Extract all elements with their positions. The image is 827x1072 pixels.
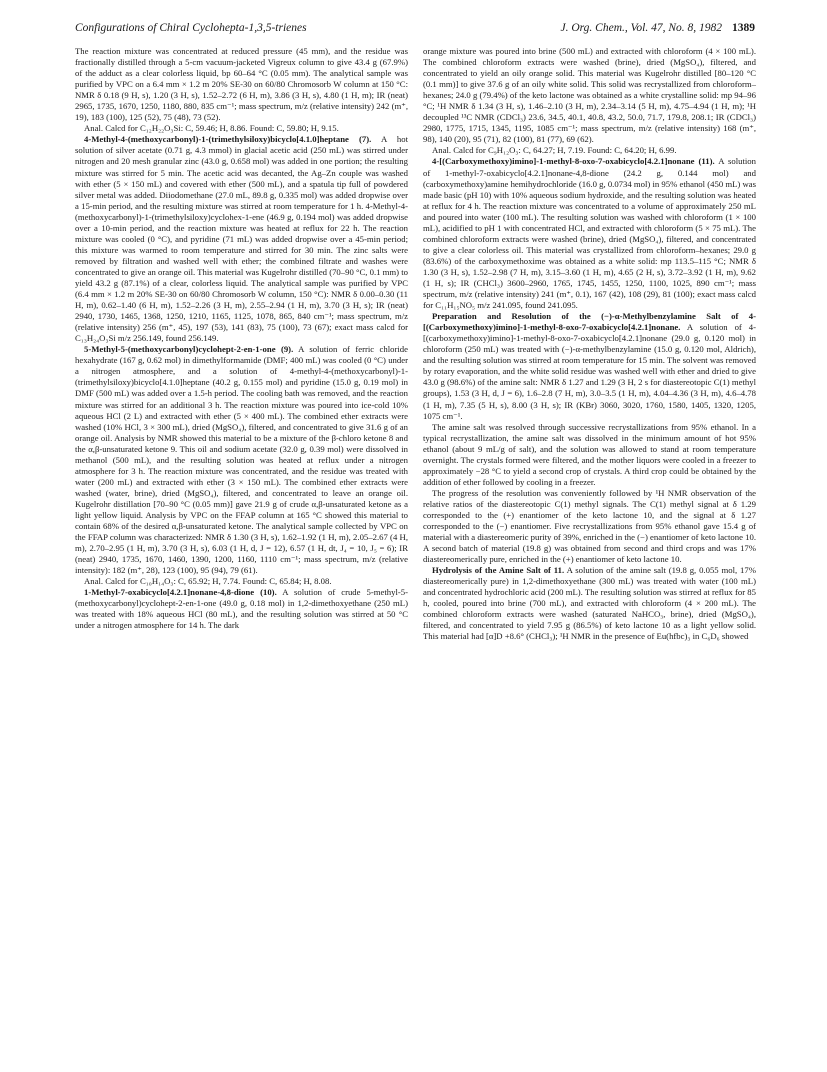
paragraph-text: Anal. Calcd for C₁₀H₁₄O₃: C, 65.92; H, 7.74. Found: C, 65.84; H, 8.08. xyxy=(84,576,332,587)
paragraph-text: The amine salt was resolved through successive recrystallizations from 95% ethanol. In a typical recrystallization, the amine salt was dissolved in the minimum amount of hot 95% ethanol (about 9 mL/g of salt), and the solution was allowed to stand at room temperature overnight. The crystals formed were filtered, and the mother liquors were cooled in a freezer to approximately −28 °C to yield a second crop of crystals. A third crop could be obtained by the addition of ether followed by cooling in a freezer. xyxy=(423,421,756,487)
paragraph-text: A solution of the amine salt (19.8 g, 0.055 mol, 17% diastereomerically pure) in 1,2-dimethoxyethane (300 mL) was treated with water (100 mL) and concentrated hydrochloric acid (200 mL). The resulting solution was stirred at reflux for 85 h, cooled, poured into brine (700 mL), and extracted with chloroform (4 × 200 mL). The combined chloroform extracts were washed (saturated NaHCO₃, brine), dried (MgSO₄), filtered, and concentrated to yield 7.95 g (86.5%) of keto lactone 10 as a light yellow solid. This material had [α]D +8.6° (CHCl₃); ¹H NMR in the presence of Eu(hfbc)₃ in C₆D₆ showed xyxy=(423,565,756,642)
paragraph-text: orange mixture was poured into brine (500 mL) and extracted with chloroform (4 × 100 mL). The combined chloroform extracts were washed (brine), dried (MgSO₄), filtered, and concentrated to yield an oily orange solid. This material was Kugelrohr distilled [80–120 °C (0.1 mm)] to give 37.6 g of an oily white solid. This solid was recrystallized from chloroform–hexanes; 24.0 g (79.4%) of the keto lactone was obtained as a white crystalline solid: mp 94–96 °C; ¹H NMR δ 1.34 (3 H, s), 1.46–2.10 (3 H, m), 2.34–3.14 (5 H, m), 4.75–4.94 (1 H, m); ¹H decoupled ¹³C NMR (CDCl₃) 23.6, 34.5, 40.1, 40.8, 43.2, 50.0, 71.7, 179.8, 208.1; IR (CDCl₃) 2980, 1775, 1715, 1345, 1195, 1085 cm⁻¹; mass spectrum, m/z (relative intensity) 168 (m⁺, 98), 140 (20), 95 (71), 82 (100), 81 (77), 69 (62). xyxy=(423,46,756,145)
section-heading: 4-Methyl-4-(methoxycarbonyl)-1-(trimethylsiloxy)bicyclo[4.1.0]heptane (7). xyxy=(84,134,372,145)
running-title: Configurations of Chiral Cyclohepta-1,3,5-trienes xyxy=(75,22,307,34)
paragraph-text: A solution of ferric chloride hexahydrate (167 g, 0.62 mol) in dimethylformamide (DMF; 400 mL) was cooled (0 °C) under a nitrogen atmosphere, and a solution of 4-methyl-4-(methoxycarbonyl)-1-(trimethylsiloxy)bicyclo[4.1.0]heptane (40.2 g, 0.155 mol) and pyridine (15.0 g, 0.19 mol) in DMF (500 mL) was added over a 1.5-h period. The cooling bath was removed, and the reaction mixture was stirred for an additional 3 h. The reaction mixture was poured into ice-cold 10% aqueous HCl (2 L) and extracted with ether (5 × 400 mL). The combined ether extracts were washed (10% HCl, 3 × 300 mL), dried (MgSO₄), filtered, and concentrated to give 31.6 g of an orange oil. Analysis by NMR showed this material to be a mixture of the β-chloro ketone 8 and the α,β-unsaturated ketone 9. This oil and sodium acetate (32.0 g, 0.39 mol) were dissolved in methanol (500 mL), and the resulting solution was heated at reflux under a nitrogen atmosphere for 3 h. The reaction mixture was concentrated, and the residue was treated with water (200 mL) and extracted with ether (3 × 150 mL). The combined ether extracts were washed (water, brine), dried (MgSO₄), filtered, and concentrated to leave an orange oil. Kugelrohr distillation [70–90 °C (0.05 mm)] gave 21.9 g of crude α,β-unsaturated ketone as a light yellow liquid. Analysis by VPC on the FFAP column at 165 °C showed this material to contain 68% of the desired α,β-unsaturated ketone. The analytical sample collected by VPC on the FFAP column was characterized: NMR δ 1.30 (3 H, s), 1.62–1.92 (1 H, m), 2.05–2.67 (4 H, m), 2.70–2.95 (1 H, m), 3.70 (3 H, s), 6.03 (1 H, d, J = 12), 6.57 (1 H, dt, J₄ = 10, J₅ = 6); IR (neat) 2940, 1735, 1670, 1460, 1390, 1200, 1160, 1110 cm⁻¹; mass spectrum, m/z (relative intensity): 182 (m⁺, 28), 123 (100), 95 (94), 79 (61). xyxy=(75,344,408,576)
paragraph-text: Anal. Calcd for C₁₂H₂₂O₃Si: C, 59.46; H, 8.86. Found: C, 59.80; H, 9.15. xyxy=(84,123,339,134)
journal-info: J. Org. Chem., Vol. 47, No. 8, 1982 xyxy=(560,22,722,34)
left-column xyxy=(75,46,408,631)
paragraph xyxy=(75,587,408,631)
section-heading: 5-Methyl-5-(methoxycarbonyl)cyclohept-2-en-1-one (9). xyxy=(84,344,294,355)
paragraph xyxy=(75,576,408,587)
paragraph xyxy=(75,46,408,123)
paragraph xyxy=(423,422,756,488)
paragraph-text: The reaction mixture was concentrated at reduced pressure (45 mm), and the residue was fractionally distilled through a 5-cm vacuum-jacketed Vigreux column to give 43.4 g (67.9%) of the adduct as a clear colorless liquid, bp 60–64 °C (0.05 mm). The analytical sample was purified by VPC on a 6.4 mm × 1.2 m 20% SE-30 on 60/80 Chromosorb W column at 150 °C: NMR δ 0.18 (9 H, s), 1.20 (3 H, s), 1.52–2.72 (6 H, m), 3.86 (3 H, s), 4.80 (1 H, m); IR (neat) 2965, 1735, 1670, 1250, 1180, 880, 835 cm⁻¹; mass spectrum, m/z (relative intensity) 242 (m⁺, 19), 183 (100), 125 (52), 75 (48), 73 (52). xyxy=(75,46,408,123)
paragraph xyxy=(75,134,408,344)
right-column xyxy=(423,46,756,643)
paragraph xyxy=(423,145,756,156)
paragraph xyxy=(423,565,756,642)
paragraph-text: A hot solution of silver acetate (0.71 g, 4.3 mmol) in glacial acetic acid (250 mL) was stirred under nitrogen and 20 mesh granular zinc (43.0 g, 0.658 mol) was added in one portion; the resulting mixture was stirred for 5 min. The acetic acid was decanted, the Ag–Zn couple was washed with ether (5 × 150 mL) and covered with ether (500 mL), and a spatula tip full of powdered silver metal was added. Diiodomethane (27.0 mL, 89.8 g, 0.335 mol) was added dropwise over a 15-min period, and the resulting mixture was stirred at room temperature for 1 h. 4-Methyl-4-(methoxycarbonyl)-1-(trimethylsiloxy)cyclohex-1-ene (46.9 g, 0.194 mol) was added dropwise over a 10-min period, and the reaction mixture was heated at reflux for 22 h. The reaction mixture was cooled (0 °C), and pyridine (71 mL) was added dropwise over a 45-min period; this mixture was warmed to room temperature and stirred for 30 min. The zinc salts were removed by filtration and washed well with ether; the combined filtrate and washes were concentrated to give an orange oil. This material was Kugelrohr distilled (70–90 °C, 0.1 mm) to yield 43.2 g (87.1%) of a clear, colorless liquid. The analytical sample was purified by VPC (6.4 mm × 1.2 m 20% SE-30 on 60/80 Chromosorb W column, 150 °C): NMR δ 0.00–0.30 (11 H, m), 0.62–1.40 (6 H, m), 1.52–2.26 (3 H, m), 2.55–2.94 (1 H, m), 3.70 (3 H, s); IR (neat) 2940, 1730, 1465, 1368, 1250, 1210, 1165, 1125, 1078, 865, 840 cm⁻¹; mass spectrum, m/z (relative intensity) 256 (m⁺, 45), 197 (53), 141 (83), 75 (100), 73 (67); exact mass calcd for C₁₃H₂₄O₃Si m/z 256.149, found 256.149. xyxy=(75,134,408,344)
running-header xyxy=(75,22,755,38)
section-heading: 4-[(Carboxymethoxy)imino]-1-methyl-8-oxo-7-oxabicyclo[4.2.1]nonane (11). xyxy=(432,156,715,167)
paragraph-text: A solution of 1-methyl-7-oxabicyclo[4.2.1]nonane-4,8-dione (24.2 g, 0.144 mol) and (carboxymethoxy)amine hemihydrochloride (16.0 g, 0.0734 mol) in 95% ethanol (450 mL) was made basic (pH 10) with 10% aqueous sodium hydroxide, and the resulting solution was heated at reflux for 4 h. The reaction mixture was concentrated to a volume of approximately 250 mL and poured into water (100 mL). The resulting solution was washed with chloroform (1 × 100 mL), acidified to pH 1 with concentrated HCl, and extracted with chloroform (5 × 75 mL). The combined chloroform extracts were washed (brine), dried (MgSO₄), filtered, and concentrated to give a clear colorless oil. This material was crystallized from chloroform–hexanes; 29.0 g (83.6%) of the carboxymethoxime was obtained as a white solid: mp 113.5–115 °C; NMR δ 1.30 (3 H, s), 1.52–2.98 (7 H, m), 3.15–3.60 (1 H, m), 4.65 (2 H, s), 3.72–3.92 (1 H, m), 9.62 (1 H, s); IR (CHCl₃) 3600–2960, 1765, 1745, 1455, 1250, 1100, 1025, 890 cm⁻¹; mass spectrum, m/z (relative intensity) 241 (m⁺, 0.1), 167 (42), 108 (29), 81 (100); exact mass calcd for C₁₁H₁₅NO₅ m/z 241.095, found 241.095. xyxy=(423,156,756,311)
paragraph xyxy=(423,311,756,421)
paragraph-text: A solution of crude 5-methyl-5-(methoxycarbonyl)cyclohept-2-en-1-one (49.0 g, 0.18 mol) in 1,2-dimethoxyethane (250 mL) was treated with 18% aqueous HCl (80 mL), and the resulting solution was stirred at 50 °C under a nitrogen atmosphere for 14 h. The dark xyxy=(75,587,408,631)
section-heading: Hydrolysis of the Amine Salt of 11. xyxy=(432,565,565,576)
paragraph xyxy=(75,123,408,134)
page-number: 1389 xyxy=(732,22,755,34)
paragraph xyxy=(423,156,756,311)
paragraph-text: The progress of the resolution was conveniently followed by ¹H NMR observation of the relative ratios of the diastereotopic C(1) methyl signals. The C(1) methyl signal at δ 1.29 corresponded to the (+) enantiomer of the keto lactone 10, and the signal at δ 1.27 corresponded to the (−) enantiomer. Five recrystallizations from 95% ethanol gave 15.4 g of material with a diastereomeric purity of 39%, enriched in the (−) enantiomer of keto lactone 10. A second batch of material (19.8 g) was obtained from second and third crops and was 17% diastereomerically pure, enriched in the (+) enantiomer of keto lactone 10. xyxy=(423,487,756,565)
paragraph xyxy=(75,344,408,576)
paragraph xyxy=(423,46,756,145)
journal-citation xyxy=(560,22,755,34)
paragraph-text: Anal. Calcd for C₉H₁₂O₃: C, 64.27; H, 7.19. Found: C, 64.20; H, 6.99. xyxy=(432,145,677,156)
paragraph-text: A solution of 4-[(carboxymethoxy)imino]-1-methyl-8-oxo-7-oxabicyclo[4.2.1]nonane (29.0 g, 0.120 mol) in chloroform (250 mL) was treated with (−)-α-methylbenzylamine (15.0 g, 0.120 mol, Aldrich), and the resulting solution was stirred at room temperature for 15 min. The solvent was removed by rotary evaporation, and the white solid residue was washed well with ether and dried to give 43.0 g (98.6%) of the amine salt: NMR δ 1.27 and 1.29 (3 H, 2 s for diastereotopic C(1) methyl groups), 1.53 (3 H, d, J = 6), 1.6–2.8 (7 H, m), 3.0–3.5 (1 H, m), 4.04–4.36 (3 H, m), 4.6–4.78 (1 H, m), 7.35 (5 H, s), 8.00 (3 H, s); IR (KBr) 3060, 3020, 1760, 1580, 1405, 1320, 1205, 1075 cm⁻¹. xyxy=(423,322,756,421)
section-heading: 1-Methyl-7-oxabicyclo[4.2.1]nonane-4,8-dione (10). xyxy=(84,587,277,598)
section-heading: Preparation and Resolution of the (−)-α-Methylbenzylamine Salt of 4-[(Carboxymethoxy)imino]-1-methyl-8-oxo-7-oxabicyclo[4.2.1]nonane. xyxy=(423,311,756,333)
paragraph xyxy=(423,488,756,565)
